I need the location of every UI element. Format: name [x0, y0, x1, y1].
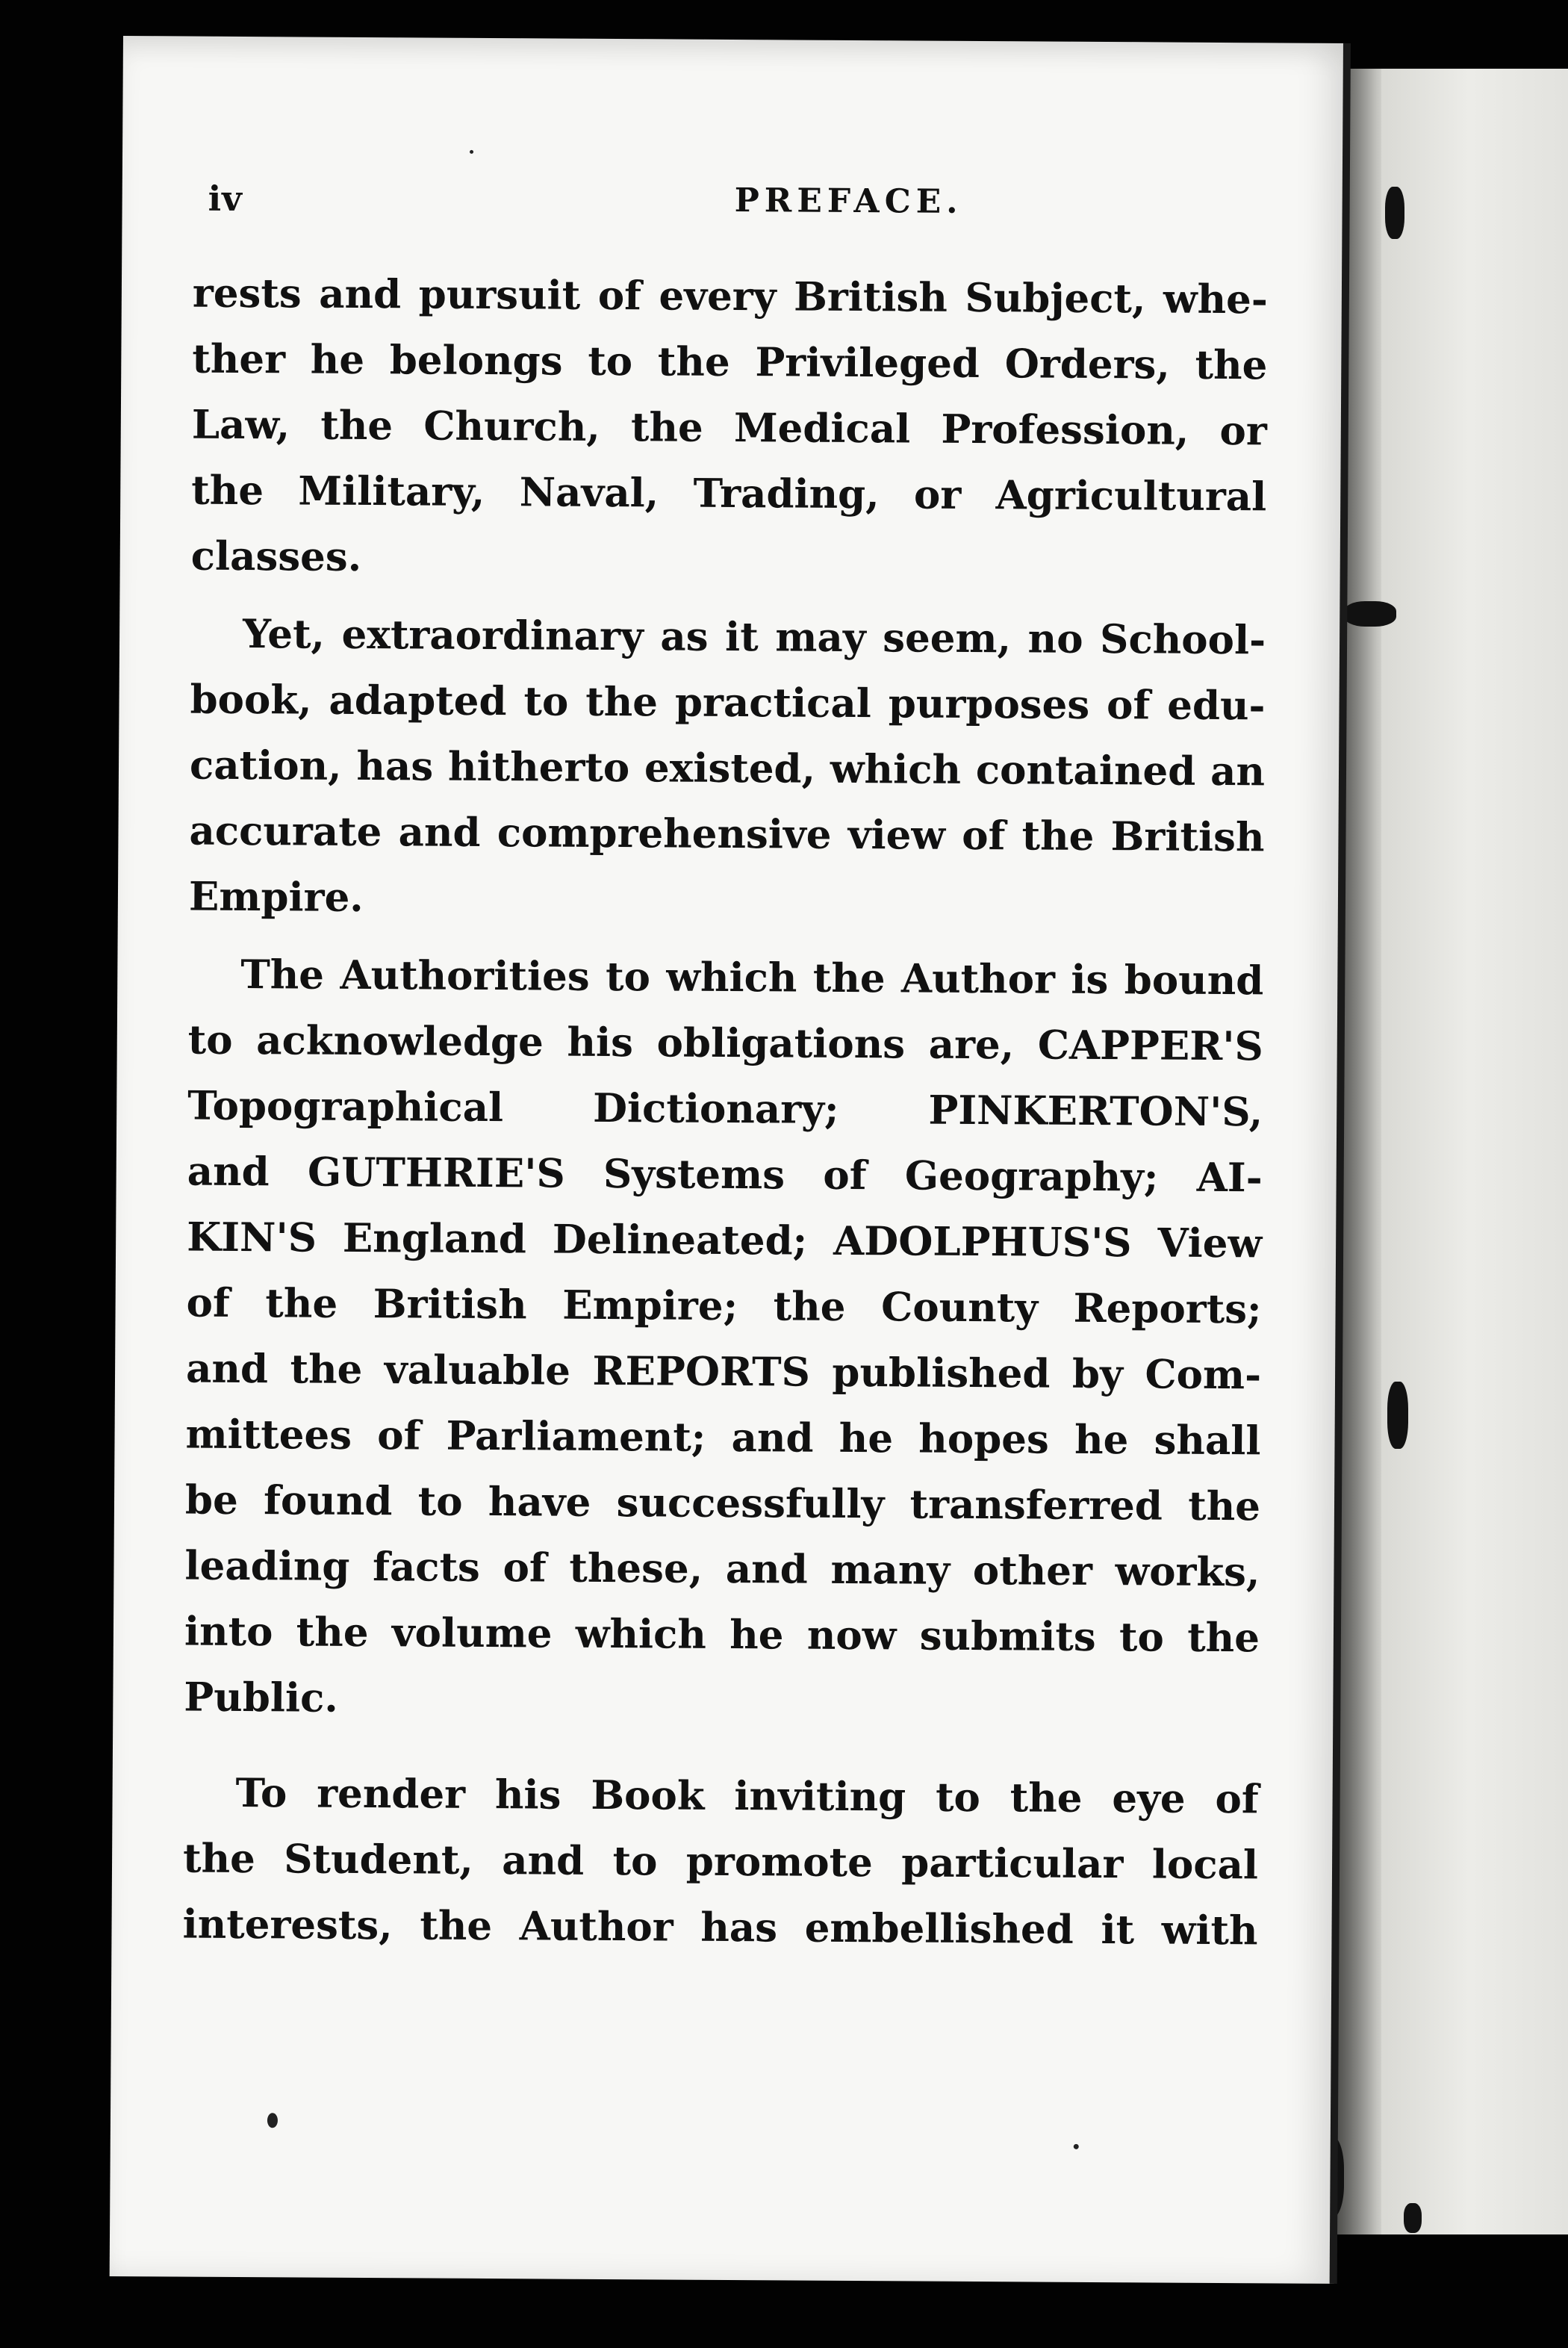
text-line: The Authorities to which the Author is bound	[240, 951, 1264, 1004]
page-number: iv	[208, 178, 243, 219]
body-text	[182, 261, 1268, 1964]
gutter-mark	[1344, 601, 1396, 627]
text-line: Topographical Dictionary; PINKERTON'S,	[187, 1082, 1263, 1136]
paragraph	[190, 261, 1268, 596]
paragraph	[184, 942, 1263, 1737]
text-line: KIN'S England Delineated; ADOLPHUS'S View	[186, 1214, 1263, 1267]
text-line: cation, has hitherto existed, which contained an	[189, 742, 1266, 795]
text-line: leading facts of these, and many other works,	[184, 1542, 1260, 1596]
text-line: Law, the Church, the Medical Profession, or	[191, 401, 1267, 455]
gutter-mark	[1404, 2203, 1422, 2233]
text-line: the Military, Naval, Trading, or Agricultural	[191, 467, 1267, 521]
text-line: and GUTHRIE'S Systems of Geography; AI-	[187, 1148, 1263, 1202]
text-line: Public.	[184, 1674, 339, 1721]
text-line: accurate and comprehensive view of the British	[189, 807, 1265, 861]
text-line: ther he belongs to the Privileged Orders, the	[192, 335, 1268, 389]
text-line: of the British Empire; the County Reports;	[186, 1279, 1262, 1333]
text-line: to acknowledge his obligations are, CAPPER'S	[187, 1016, 1263, 1070]
running-head	[208, 171, 1343, 237]
text-line: and the valuable REPORTS published by Com-	[185, 1345, 1262, 1399]
running-head-title: PREFACE.	[734, 181, 963, 221]
paragraph	[182, 1760, 1259, 1964]
gutter-mark	[1385, 187, 1404, 239]
text-line: Yet, extraordinary as it may seem, no School-	[242, 610, 1266, 664]
paragraph	[189, 601, 1266, 937]
text-line: into the volume which he now submits to the	[184, 1608, 1260, 1662]
book-page	[110, 36, 1348, 2284]
text-line: Empire.	[188, 873, 364, 921]
ink-speck	[1074, 2144, 1079, 2149]
text-line: classes.	[190, 532, 362, 580]
text-line: mittees of Parliament; and he hopes he shall	[185, 1411, 1261, 1465]
text-line: book, adapted to the practical purposes of edu-	[190, 676, 1266, 730]
ink-speck	[470, 150, 473, 154]
text-line: interests, the Author has embellished it with	[182, 1901, 1258, 1954]
gutter-mark	[1387, 1382, 1408, 1449]
ink-speck	[267, 2113, 278, 2128]
text-line: To render his Book inviting to the eye of	[235, 1769, 1259, 1823]
text-line: rests and pursuit of every British Subject, whe-	[192, 270, 1269, 323]
text-line: the Student, and to promote particular local	[182, 1835, 1259, 1889]
text-line: be found to have successfully transferred the	[184, 1476, 1261, 1530]
